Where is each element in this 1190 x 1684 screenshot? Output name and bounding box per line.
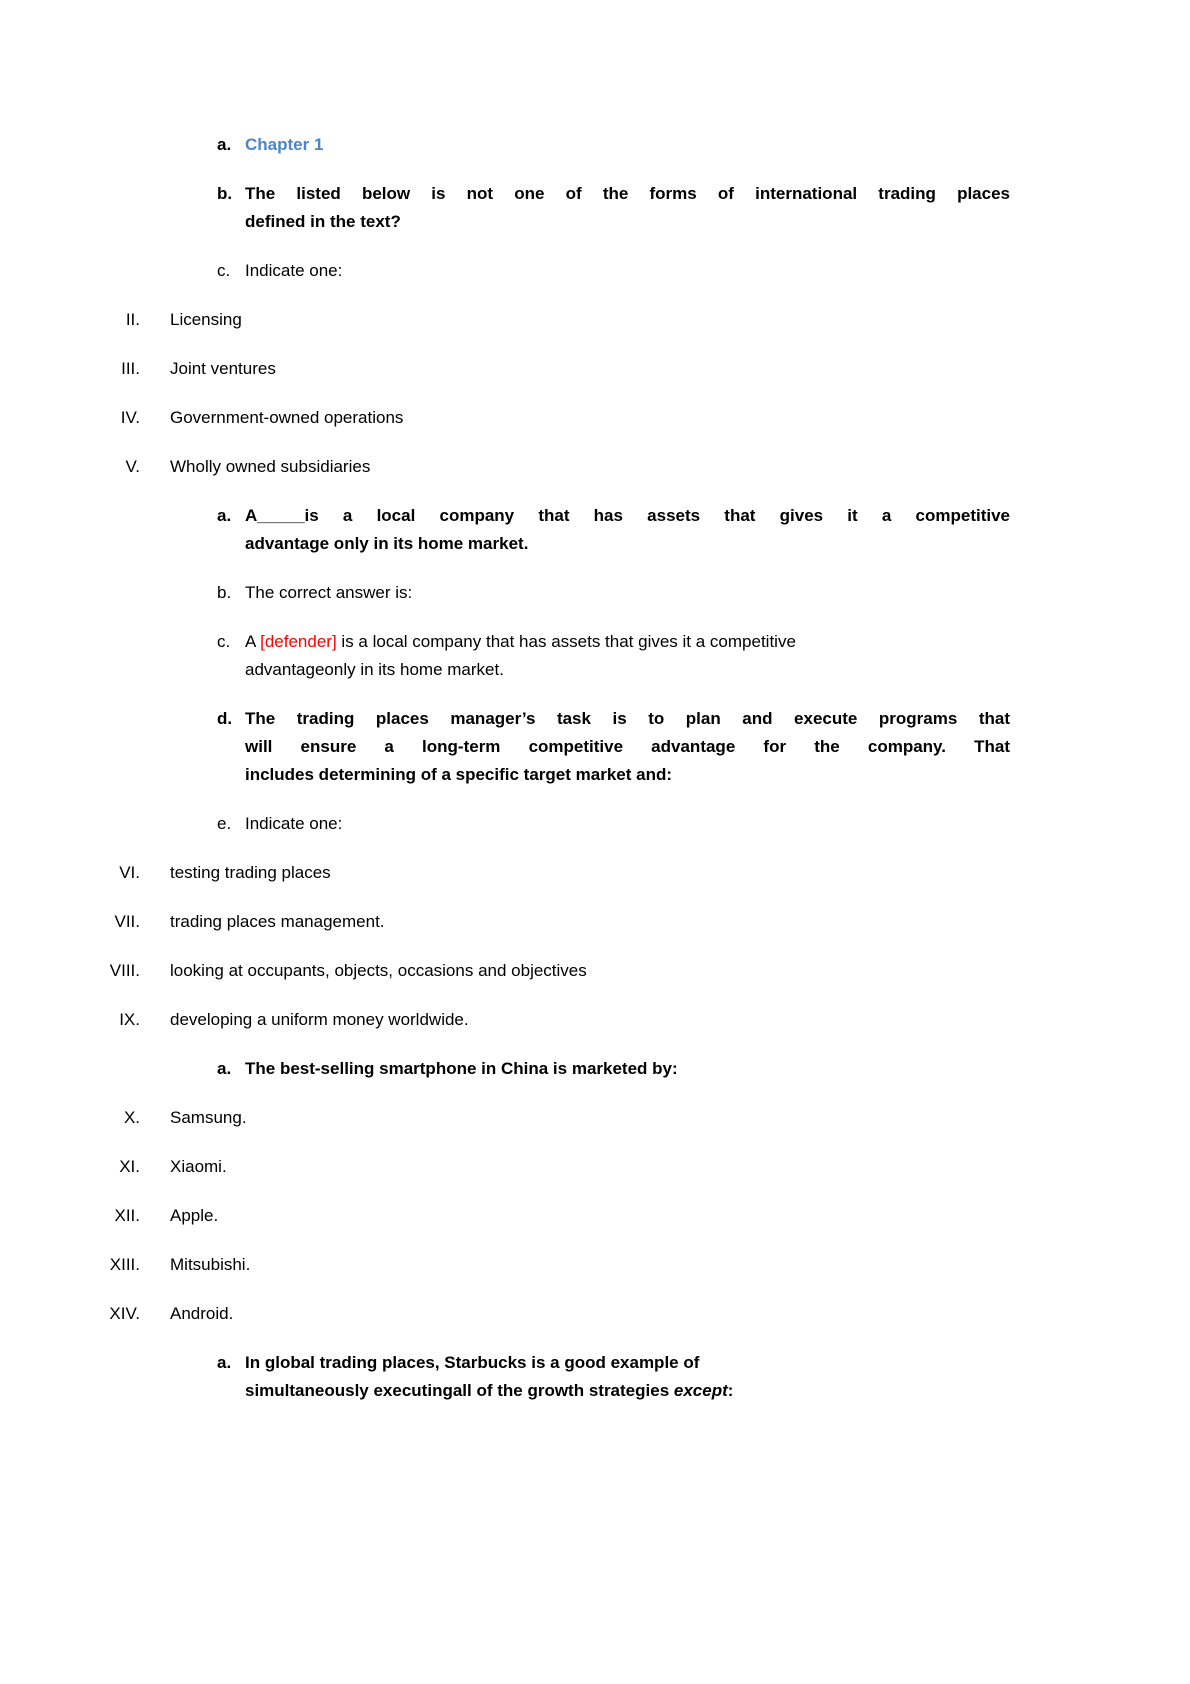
item-option-occupants-objects (0, 957, 1190, 985)
text-line: The correct answer is: (245, 583, 413, 602)
text-line: The best-selling smartphone in China is marketed by: (245, 1059, 678, 1078)
item-question-defender-blank (0, 502, 1190, 558)
list-marker: d. (217, 709, 233, 728)
list-marker: c. (217, 261, 231, 280)
list-marker: XIII. (109, 1255, 140, 1274)
item-question-trading-forms (0, 180, 1190, 236)
list-marker: XI. (119, 1157, 140, 1176)
starbucks-line-colon: : (727, 1381, 734, 1400)
list-marker: a. (217, 135, 232, 154)
list-marker: VI. (119, 863, 140, 882)
text-line (245, 628, 1010, 656)
text-line: Government-owned operations (170, 408, 404, 427)
answer-defender-highlight: [defender] (260, 632, 337, 651)
item-question-starbucks (0, 1349, 1190, 1405)
text-line: Mitsubishi. (170, 1255, 251, 1274)
text-line: Apple. (170, 1206, 219, 1225)
text-line: defined in the text? (245, 212, 401, 231)
starbucks-line-pre: simultaneously executingall of the growth strategies (245, 1381, 674, 1400)
except-emphasis: except (673, 1381, 728, 1400)
item-answer-defender (0, 628, 1190, 684)
list-marker: e. (217, 814, 232, 833)
text-line: testing trading places (170, 863, 331, 882)
text-line: will ensure a long-term competitive advantage for the company. That (245, 737, 1010, 756)
text-line: Android. (170, 1304, 234, 1323)
list-marker: IX. (119, 1010, 140, 1029)
answer-text-pre: A (245, 632, 261, 651)
item-option-wholly-owned (0, 453, 1190, 481)
text-line: Indicate one: (245, 814, 343, 833)
text-line: includes determining of a specific target market and: (245, 765, 672, 784)
item-option-trading-places-management (0, 908, 1190, 936)
list-marker: V. (125, 457, 140, 476)
item-option-apple (0, 1202, 1190, 1230)
text-line: Wholly owned subsidiaries (170, 457, 371, 476)
list-marker: III. (121, 359, 140, 378)
text-line: looking at occupants, objects, occasions and objectives (170, 961, 587, 980)
item-option-mitsubishi (0, 1251, 1190, 1279)
item-option-government-owned (0, 404, 1190, 432)
chapter-title: Chapter 1 (245, 135, 324, 154)
item-chapter-heading (0, 131, 1190, 159)
item-option-testing-trading-places (0, 859, 1190, 887)
text-line: Indicate one: (245, 261, 343, 280)
list-marker: a. (217, 1353, 232, 1372)
text-line: The trading places manager’s task is to plan and execute programs that (245, 709, 1010, 728)
item-option-uniform-money (0, 1006, 1190, 1034)
item-correct-answer-label (0, 579, 1190, 607)
item-indicate-one-2 (0, 810, 1190, 838)
list-marker: a. (217, 506, 232, 525)
answer-text-post: is a local company that has assets that gives it a competitive (336, 632, 796, 651)
text-line: Licensing (170, 310, 242, 329)
text-line: A_____is a local company that has assets that gives it a competitive (245, 506, 1010, 525)
text-line: In global trading places, Starbucks is a good example of (245, 1353, 700, 1372)
list-marker: VIII. (109, 961, 140, 980)
list-marker: X. (123, 1108, 140, 1127)
list-marker: II. (125, 310, 140, 329)
text-line: Joint ventures (170, 359, 276, 378)
item-option-joint-ventures (0, 355, 1190, 383)
list-marker: a. (217, 1059, 232, 1078)
text-line: The listed below is not one of the forms of international trading places (245, 184, 1010, 203)
text-line (245, 1377, 1010, 1405)
item-question-smartphone-china (0, 1055, 1190, 1083)
text-line: trading places management. (170, 912, 385, 931)
item-option-licensing (0, 306, 1190, 334)
list-marker: c. (217, 632, 231, 651)
item-indicate-one-1 (0, 257, 1190, 285)
item-option-xiaomi (0, 1153, 1190, 1181)
list-marker: VII. (114, 912, 140, 931)
list-marker: b. (217, 184, 233, 203)
text-line: developing a uniform money worldwide. (170, 1010, 469, 1029)
item-option-samsung (0, 1104, 1190, 1132)
list-marker: b. (217, 583, 232, 602)
list-marker: XII. (114, 1206, 140, 1225)
text-line: Xiaomi. (170, 1157, 227, 1176)
text-line: Samsung. (170, 1108, 247, 1127)
list-marker: IV. (120, 408, 140, 427)
text-line: advantageonly in its home market. (245, 660, 504, 679)
item-option-android (0, 1300, 1190, 1328)
item-question-manager-task (0, 705, 1190, 789)
list-marker: XIV. (109, 1304, 140, 1323)
text-line: advantage only in its home market. (245, 534, 529, 553)
